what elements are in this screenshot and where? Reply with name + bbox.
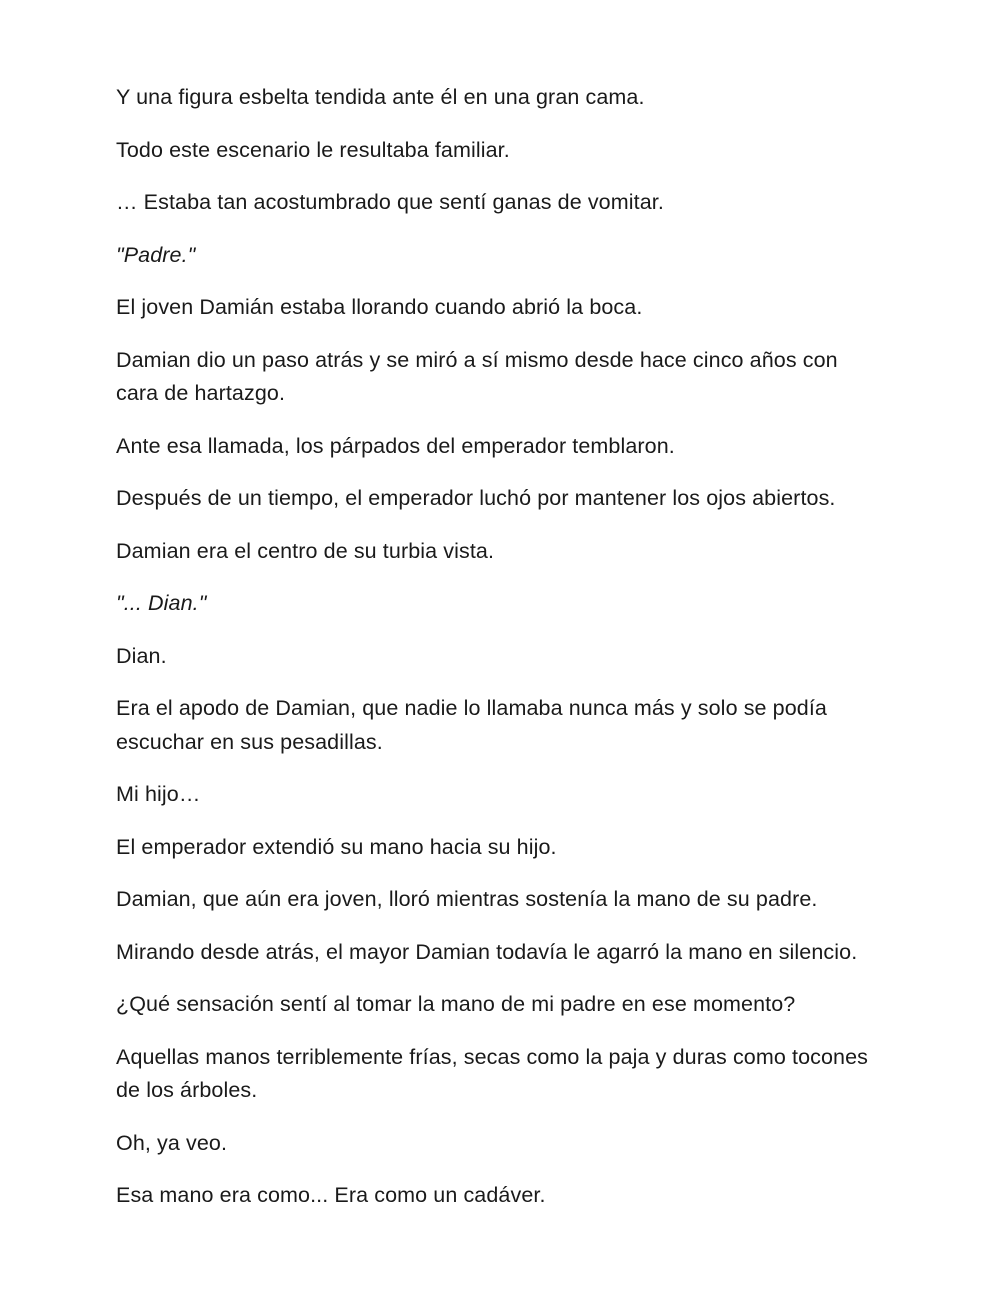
paragraph-13: Mi hijo… xyxy=(116,782,201,806)
paragraph-17: ¿Qué sensación sentí al tomar la mano de mi padre en ese momento? xyxy=(116,992,796,1016)
paragraph-9: Damian era el centro de su turbia vista. xyxy=(116,538,495,563)
paragraph-20: Esa mano era como... Era como un cadáver. xyxy=(116,1183,546,1207)
paragraph-6: Damian dio un paso atrás y se miró a sí mismo desde hace cinco años con cara de hartazgo. xyxy=(116,347,838,405)
paragraph-12: Era el apodo de Damian, que nadie lo llamaba nunca más y solo se podía escuchar en sus pesadillas. xyxy=(116,696,827,754)
paragraph-7: Ante esa llamada, los párpados del emperador temblaron. xyxy=(116,433,675,458)
paragraph-14: El emperador extendió su mano hacia su hijo. xyxy=(116,834,557,859)
paragraph-5: El joven Damián estaba llorando cuando abrió la boca. xyxy=(116,295,643,319)
dialogue-dian: "... Dian." xyxy=(116,591,207,615)
paragraph-8: Después de un tiempo, el emperador luchó por mantener los ojos abiertos. xyxy=(116,486,836,510)
paragraph-15: Damian, que aún era joven, lloró mientras sostenía la mano de su padre. xyxy=(116,887,818,911)
paragraph-1: Y una figura esbelta tendida ante él en una gran cama. xyxy=(116,85,645,109)
paragraph-3: … Estaba tan acostumbrado que sentí ganas de vomitar. xyxy=(116,190,664,214)
paragraph-18: Aquellas manos terriblemente frías, secas como la paja y duras como tocones de los árboles. xyxy=(116,1044,868,1102)
paragraph-11: Dian. xyxy=(116,643,167,668)
paragraph-2: Todo este escenario le resultaba familiar. xyxy=(116,137,510,162)
document-page xyxy=(116,81,886,1232)
dialogue-padre: "Padre." xyxy=(116,242,196,267)
paragraph-16: Mirando desde atrás, el mayor Damian todavía le agarró la mano en silencio. xyxy=(116,939,858,964)
paragraph-19: Oh, ya veo. xyxy=(116,1130,228,1155)
